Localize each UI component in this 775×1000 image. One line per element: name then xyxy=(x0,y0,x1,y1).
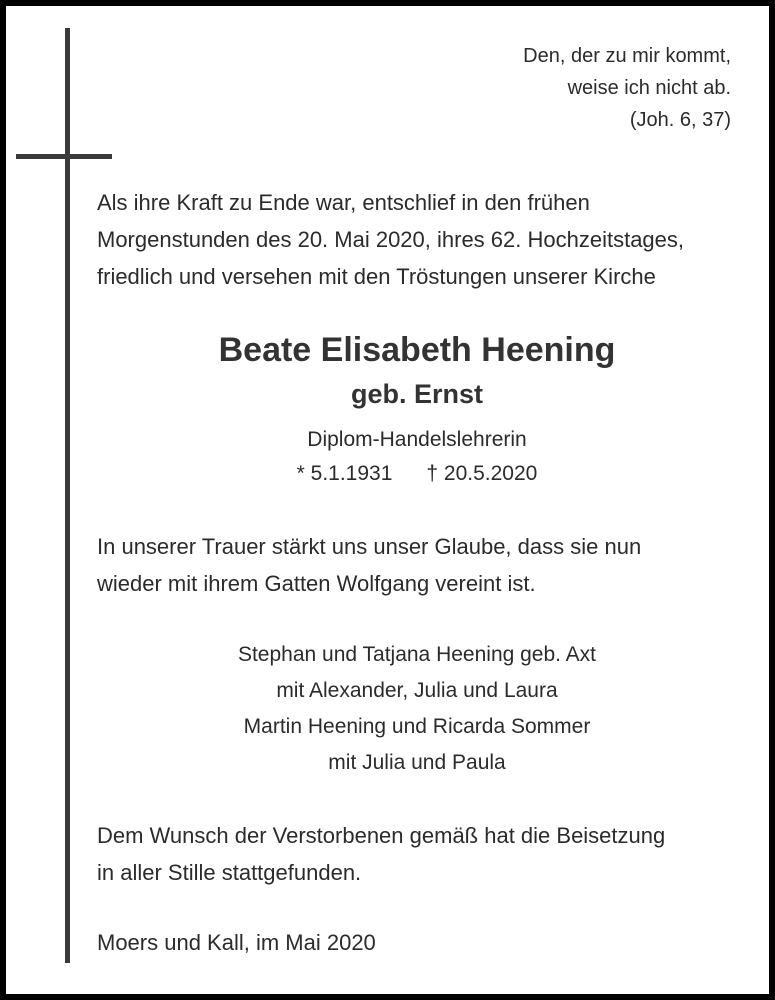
verse-line: weise ich nicht ab. xyxy=(567,77,731,99)
cross-icon-crossbar xyxy=(16,154,112,159)
family-line: mit Julia und Paula xyxy=(328,751,506,774)
faith-line: wieder mit ihrem Gatten Wolfgang vereint ist. xyxy=(97,571,536,596)
obituary-notice xyxy=(6,6,769,994)
death-date: † 20.5.2020 xyxy=(426,462,538,485)
intro-line: Als ihre Kraft zu Ende war, entschlief in den frühen xyxy=(97,190,590,215)
burial-line: Dem Wunsch der Verstorbenen gemäß hat die Beisetzung xyxy=(97,823,666,848)
family-line: Martin Heening und Ricarda Sommer xyxy=(243,715,591,738)
burial-paragraph xyxy=(97,817,737,891)
maiden-name: geb. Ernst xyxy=(350,379,484,409)
faith-line: In unserer Trauer stärkt uns unser Glaube, dass sie nun xyxy=(97,534,642,559)
birth-date: * 5.1.1931 xyxy=(296,462,393,485)
intro-line: Morgenstunden des 20. Mai 2020, ihres 62. Hochzeitstages, xyxy=(97,227,685,252)
cross-icon xyxy=(65,28,70,963)
intro-paragraph xyxy=(97,184,737,295)
profession: Diplom-Handelslehrerin xyxy=(307,428,527,451)
bible-verse xyxy=(523,40,731,136)
place-and-date xyxy=(97,924,737,961)
verse-reference: (Joh. 6, 37) xyxy=(629,109,731,131)
intro-line: friedlich und versehen mit den Tröstungen unserer Kirche xyxy=(97,264,656,289)
family-names xyxy=(97,637,737,781)
family-line: Stephan und Tatjana Heening geb. Axt xyxy=(237,643,597,666)
life-dates xyxy=(97,458,737,490)
family-line: mit Alexander, Julia und Laura xyxy=(276,679,558,702)
place-date-line: Moers und Kall, im Mai 2020 xyxy=(97,930,376,955)
deceased-name: Beate Elisabeth Heening xyxy=(218,331,616,369)
verse-line: Den, der zu mir kommt, xyxy=(523,45,731,67)
burial-line: in aller Stille stattgefunden. xyxy=(97,860,362,885)
faith-paragraph xyxy=(97,528,737,602)
